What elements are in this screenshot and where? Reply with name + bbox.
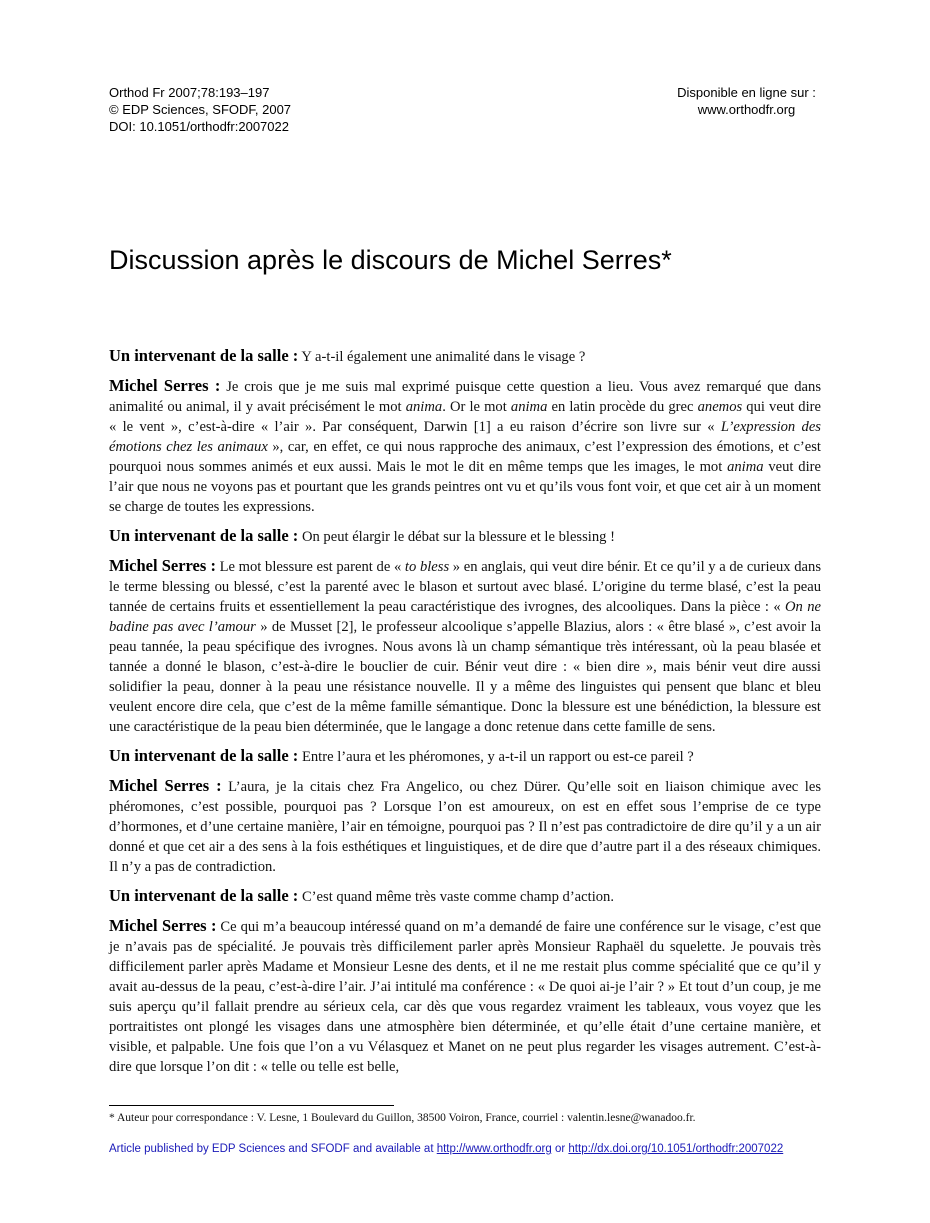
paragraph: Michel Serres : Je crois que je me suis mal exprimé puisque cette question a lieu. Vous avez remarqué que dans animalité ou animal, il y avait précisément le mot anima. Or le mot anima en latin procède du grec anemos qui veut dire « le vent », c’est-à-dire « l’air ». Par conséquent, Darwin [1] a eu raison d’écrire son livre sur « L’expression des émotions chez les animaux », car, en effet, ce qui nous rapproche des animaux, c’est l’expression des émotions, et c’est pourquoi nous sommes animés et eux aussi. Mais le mot le dit en même temps que les images, le mot anima veut dire l’air que nous ne voyons pas et pourtant que les grands peintres ont vu et qu’ils vous font voir, et que cet air à un moment se charge de toutes les expressions. — [109, 376, 821, 515]
publisher-line — [109, 1142, 783, 1156]
speaker-label: Un intervenant de la salle : — [109, 886, 299, 905]
online-availability-block — [650, 84, 843, 118]
paragraph: Michel Serres : Ce qui m’a beaucoup intéressé quand on m’a demandé de faire une conférence sur le visage, c’est que je n’avais pas de spécialité. Je pouvais très difficilement parler après Monsieur Raphaël du squelette. Je pouvais très difficilement parler après Madame et Monsieur Lesne des dents, et il ne me restait plus comme spécialité que ce qu’il y avait au-dessus de la peau, c’est-à-dire l’air. J’ai intitulé ma conférence : « De quoi ai-je l’air ? » Et tout d’un coup, je me suis aperçu qu’il fallait prendre au sérieux cela, car dès que vous regardez vraiment les tableaux, vous voyez que les portraitistes ont plongé les visages dans une atmosphère bien déterminée, et qu’elle était d’une certaine manière, et visible, et palpable. Une fois que l’on a vu Vélasquez et Manet on ne peut plus regarder les visages autrement. C’est-à-dire que lorsque l’on dit : « telle ou telle est belle, — [109, 916, 821, 1075]
online-label: Disponible en ligne sur : — [677, 85, 816, 100]
paragraph: Michel Serres : L’aura, je la citais chez Fra Angelico, ou chez Dürer. Qu’elle soit en liaison chimique avec les phéromones, c’est possible, pourquoi pas ? Lorsque l’on est amoureux, on est en effet sous l’emprise de ce type d’hormones, et d’une certaine manière, l’air en témoigne, pourquoi pas ? Il n’est pas contradictoire de dire qu’il y a un air donné et que cet air a des sens à la fois esthétiques et linguistiques, et de dire que d’autre part il a des réseaux chimiques. Il n’y a pas de contradiction. — [109, 776, 822, 875]
journal-citation-block — [109, 84, 291, 135]
paragraph: Un intervenant de la salle : Entre l’aura et les phéromones, y a-t-il un rapport ou est-ce pareil ? — [109, 746, 694, 765]
paragraph: Un intervenant de la salle : C’est quand même très vaste comme champ d’action. — [109, 886, 614, 905]
publisher-middle: or — [551, 1143, 569, 1155]
speaker-label: Michel Serres : — [109, 776, 222, 795]
footnote-divider — [109, 1105, 394, 1106]
paragraph: Un intervenant de la salle : On peut élargir le débat sur la blessure et le blessing ! — [109, 526, 615, 545]
footnote: * Auteur pour correspondance : V. Lesne, 1 Boulevard du Guillon, 38500 Voiron, France, courriel : valentin.lesne@wanadoo.fr. — [109, 1112, 696, 1124]
article-title: Discussion après le discours de Michel Serres* — [109, 245, 672, 275]
paragraph: Un intervenant de la salle : Y a-t-il également une animalité dans le visage ? — [109, 346, 586, 365]
article-body — [109, 346, 821, 1086]
publisher-prefix: Article published by EDP Sciences and SFODF and available at — [109, 1143, 437, 1155]
speaker-label: Un intervenant de la salle : — [109, 346, 299, 365]
doi-link[interactable]: http://dx.doi.org/10.1051/orthodfr:2007022 — [568, 1143, 784, 1155]
doi: DOI: 10.1051/orthodfr:2007022 — [109, 119, 289, 134]
citation: Orthod Fr 2007;78:193–197 — [109, 85, 270, 100]
paragraph: Michel Serres : Le mot blessure est parent de « to bless » en anglais, qui veut dire bénir. Et ce qu’il y a de curieux dans le terme blessing ou blessé, c’est la parenté avec le blason et surtout avec blasé. L’origine du terme blasé, c’est la peau tannée de certains fruits et essentiellement la peau caractéristique des ivrognes, des alcooliques. Dans la pièce : « On ne badine pas avec l’amour » de Musset [2], le professeur alcoolique s’appelle Blazius, alors : « être blasé », c’est avoir la peau tannée, la peau spécifique des ivrognes. Nous avons là un champ sémantique très intéressant, où la peau blasée et tannée a donné le blason, c’est-à-dire le bouclier de cuir. Bénir veut dire : « bien dire », mais bénir veut dire aussi solidifier la peau, donner à la peau une résistance nouvelle. Il y a même des linguistes qui pensent que blanc et bleu veulent encore dire cela, que c’est de la même famille sémantique. Donc la blessure est une bénédiction, la blessure est une caractéristique de la peau bien déterminée, que le langage a donc retenue dans cette famille de sens. — [109, 556, 822, 735]
speaker-label: Michel Serres : — [109, 916, 217, 935]
online-url[interactable]: www.orthodfr.org — [697, 102, 796, 117]
speaker-label: Michel Serres : — [109, 376, 221, 395]
speaker-label: Un intervenant de la salle : — [109, 526, 299, 545]
speaker-label: Un intervenant de la salle : — [109, 746, 299, 765]
journal-link[interactable]: http://www.orthodfr.org — [436, 1143, 552, 1155]
copyright: © EDP Sciences, SFODF, 2007 — [109, 102, 292, 117]
speaker-label: Michel Serres : — [109, 556, 216, 575]
